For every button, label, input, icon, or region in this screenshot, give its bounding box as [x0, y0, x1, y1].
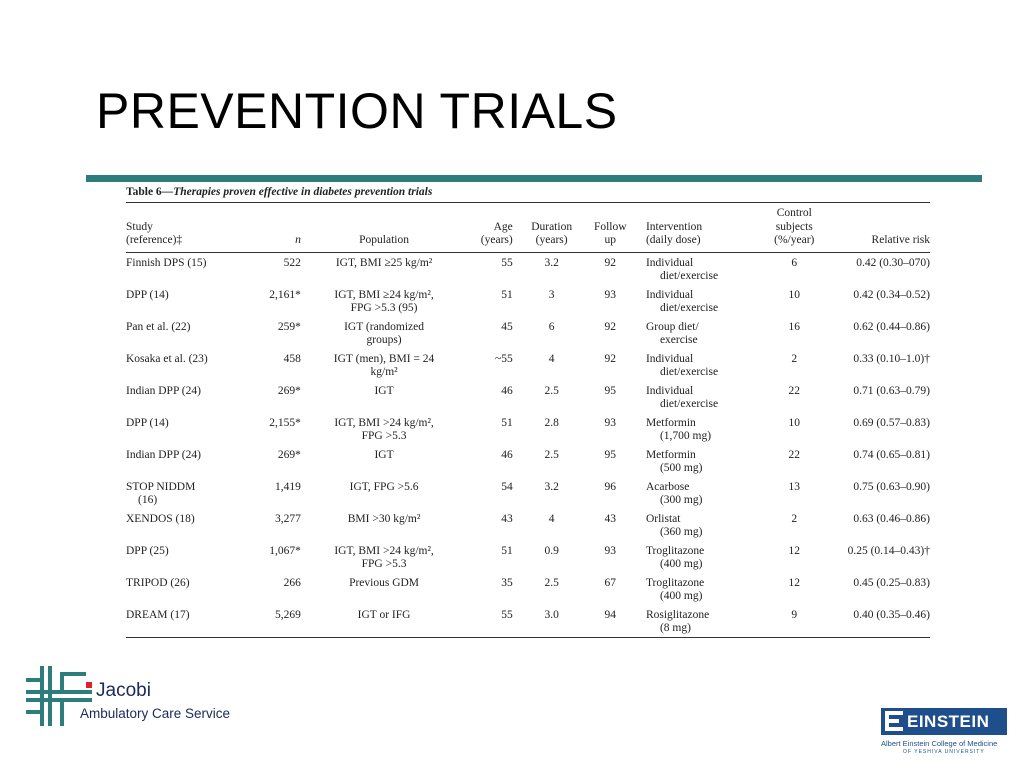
cell-relative-risk: 0.74 (0.65–0.81)	[853, 448, 930, 461]
cell-intervention-line: Troglitazone	[645, 544, 705, 557]
cell-control: 22	[788, 384, 800, 397]
header-duration-line: Duration	[531, 220, 573, 233]
cell-age: 51	[501, 288, 513, 301]
cell-n: 3,277	[275, 512, 301, 525]
cell-follow-up: 92	[604, 352, 616, 365]
cell-intervention-line: Individual	[645, 288, 694, 301]
table-caption-text: Therapies proven effective in diabetes prevention trials	[173, 186, 433, 198]
cell-n: 266	[283, 576, 301, 589]
cell-intervention-line: Troglitazone	[645, 576, 705, 589]
cell-study-line: (16)	[138, 494, 158, 506]
cell-follow-up: 93	[604, 544, 616, 557]
cell-population-line: IGT	[374, 384, 394, 397]
cell-intervention	[636, 573, 761, 605]
cell-study	[126, 413, 249, 445]
cell-population	[305, 285, 463, 317]
cell-n: 5,269	[249, 605, 305, 638]
cell-intervention-line: Individual	[645, 384, 694, 397]
cell-population-line: FPG >5.3	[361, 430, 407, 442]
table-row	[126, 317, 930, 349]
header-intervention-line: (daily dose)	[645, 234, 701, 246]
cell-study-line: XENDOS (18)	[126, 512, 195, 525]
cell-study	[126, 477, 249, 509]
cell-n: 1,419	[275, 480, 301, 493]
cell-intervention	[636, 605, 761, 638]
cell-study-line: DREAM (17)	[126, 608, 190, 621]
cell-intervention-line: (500 mg)	[659, 462, 703, 474]
cell-population	[305, 252, 463, 285]
header-follow-up-line: up	[604, 234, 616, 246]
einstein-college-name: Albert Einstein College of Medicine	[881, 739, 998, 748]
cell-population	[305, 477, 463, 509]
cell-study-line: Indian DPP (24)	[126, 448, 201, 461]
cell-follow-up: 43	[604, 512, 616, 525]
header-age-line: Age	[493, 220, 513, 233]
data-table	[126, 203, 930, 638]
table-row	[126, 445, 930, 477]
cell-intervention-line: (8 mg)	[659, 622, 691, 634]
cell-population-line: IGT, BMI >24 kg/m²,	[334, 544, 434, 557]
header-relative-risk-line: Relative risk	[871, 234, 930, 246]
cell-control: 22	[788, 448, 800, 461]
cell-study-line: Indian DPP (24)	[126, 384, 201, 397]
cell-study	[126, 381, 249, 413]
cell-control: 10	[788, 416, 800, 429]
einstein-banner	[881, 708, 1007, 735]
einstein-university-name: OF YESHIVA UNIVERSITY	[903, 749, 985, 755]
cell-age: 46	[501, 384, 513, 397]
cell-age: 45	[501, 320, 513, 333]
cell-population-line: IGT (men), BMI = 24	[333, 352, 435, 365]
cell-age: ~55	[495, 352, 513, 365]
cell-relative-risk: 0.42 (0.34–0.52)	[853, 288, 930, 301]
cell-study-line: Kosaka et al. (23)	[126, 352, 208, 365]
cell-control: 13	[788, 480, 800, 493]
table-caption-lead: Table 6—	[126, 186, 174, 198]
cell-duration: 3	[548, 288, 555, 301]
cell-duration: 2.8	[544, 416, 559, 429]
cell-population-line: FPG >5.3	[361, 558, 407, 570]
cell-intervention	[636, 413, 761, 445]
cell-control: 16	[788, 320, 800, 333]
header-control-line: (%/year)	[774, 234, 815, 246]
einstein-wordmark: EINSTEIN	[907, 712, 990, 731]
cell-population	[305, 445, 463, 477]
header-intervention-line: Intervention	[645, 220, 703, 233]
cell-control: 2	[791, 352, 798, 365]
cell-intervention-line: Orlistat	[645, 512, 681, 525]
cell-intervention-line: Individual	[645, 256, 694, 269]
cell-duration: 2.5	[544, 384, 559, 397]
cell-population-line: groups)	[366, 334, 402, 346]
header-n-line: n	[295, 234, 301, 246]
cell-n: 2,161*	[269, 288, 301, 301]
cell-population-line: Previous GDM	[349, 576, 420, 589]
cell-population	[305, 349, 463, 381]
prevention-trials-table	[126, 186, 930, 638]
cell-relative-risk: 0.75 (0.63–0.90)	[853, 480, 930, 493]
cell-relative-risk: 0.25 (0.14–0.43)†	[847, 544, 930, 557]
cell-age: 55	[501, 256, 513, 269]
cell-intervention-line: diet/exercise	[659, 270, 719, 282]
cell-relative-risk: 0.42 (0.30–070)	[856, 256, 930, 269]
einstein-e-icon	[885, 711, 903, 732]
cell-follow-up: 95	[604, 384, 616, 397]
header-relative-risk	[827, 203, 930, 252]
cell-study	[126, 605, 249, 638]
cell-intervention	[636, 381, 761, 413]
cell-duration: 3.2	[544, 256, 559, 269]
cell-population	[305, 509, 463, 541]
cell-population	[305, 573, 463, 605]
cell-intervention-line: Acarbose	[645, 480, 690, 493]
header-study-line: (reference)‡	[126, 234, 183, 246]
header-control	[761, 203, 827, 252]
table-header	[126, 203, 930, 252]
cell-follow-up: 67	[604, 576, 616, 589]
cell-intervention-line: Rosiglitazone	[645, 608, 710, 621]
cell-population	[305, 605, 463, 638]
cell-population	[305, 541, 463, 573]
jacobi-subtitle: Ambulatory Care Service	[80, 706, 231, 721]
cell-intervention-line: diet/exercise	[659, 366, 719, 378]
cell-study	[126, 509, 249, 541]
cell-intervention	[636, 477, 761, 509]
einstein-logo	[881, 708, 1011, 758]
cell-intervention-line: Individual	[645, 352, 694, 365]
cell-intervention-line: (300 mg)	[659, 494, 703, 506]
cell-intervention	[636, 317, 761, 349]
cell-control: 6	[791, 256, 798, 269]
header-follow-up-line: Follow	[593, 220, 627, 233]
cell-control: 9	[761, 605, 827, 638]
cell-intervention-line: Metformin	[645, 448, 696, 461]
table-row	[126, 605, 930, 638]
cell-intervention-line: diet/exercise	[659, 398, 719, 410]
table-row	[126, 541, 930, 573]
cell-population-line: IGT (randomized	[344, 320, 425, 333]
cell-study-line: Pan et al. (22)	[126, 320, 191, 333]
slide-title: PREVENTION TRIALS	[96, 83, 618, 139]
cell-follow-up: 93	[604, 288, 616, 301]
cell-intervention	[636, 349, 761, 381]
cell-follow-up: 95	[604, 448, 616, 461]
cell-duration: 6	[548, 320, 555, 333]
cell-duration: 2.5	[544, 448, 559, 461]
cell-population	[305, 317, 463, 349]
cell-age: 54	[501, 480, 513, 493]
cell-n: 522	[283, 256, 301, 269]
cell-n: 269*	[277, 384, 301, 397]
cell-study-line: Finnish DPS (15)	[126, 256, 207, 269]
cell-population-line: BMI >30 kg/m²	[347, 512, 421, 525]
table-row	[126, 349, 930, 381]
cell-follow-up: 94	[585, 605, 636, 638]
cell-relative-risk: 0.69 (0.57–0.83)	[853, 416, 930, 429]
cell-control: 10	[788, 288, 800, 301]
cell-duration: 4	[548, 352, 555, 365]
cell-n: 2,155*	[269, 416, 301, 429]
cell-follow-up: 92	[604, 320, 616, 333]
cell-population	[305, 381, 463, 413]
cell-study	[126, 573, 249, 605]
cell-study-line: DPP (14)	[126, 416, 169, 429]
cell-study	[126, 349, 249, 381]
header-age-line: (years)	[480, 234, 513, 246]
cell-intervention-line: diet/exercise	[659, 302, 719, 314]
cell-intervention	[636, 445, 761, 477]
cell-intervention-line: Group diet/	[645, 320, 699, 333]
cell-intervention-line: Metformin	[645, 416, 696, 429]
cell-n: 1,067*	[269, 544, 301, 557]
cell-study-line: TRIPOD (26)	[126, 576, 190, 589]
cell-population-line: IGT, FPG >5.6	[349, 480, 419, 493]
cell-intervention-line: (400 mg)	[659, 558, 703, 570]
cell-control: 12	[788, 544, 800, 557]
header-age	[463, 203, 519, 252]
title-divider	[86, 175, 982, 182]
cell-duration: 0.9	[544, 544, 559, 557]
cell-intervention	[636, 252, 761, 285]
cell-relative-risk: 0.40 (0.35–0.46)	[827, 605, 930, 638]
cell-duration: 4	[548, 512, 555, 525]
cell-n: 259*	[277, 320, 301, 333]
cell-follow-up: 96	[604, 480, 616, 493]
cell-population	[305, 413, 463, 445]
table-row	[126, 252, 930, 285]
cell-population-line: IGT, BMI ≥25 kg/m²	[335, 256, 433, 269]
header-study	[126, 203, 249, 252]
cell-control: 2	[791, 512, 798, 525]
table-caption	[126, 186, 930, 203]
table-row	[126, 509, 930, 541]
cell-intervention-line: (1,700 mg)	[659, 430, 712, 442]
cell-intervention	[636, 285, 761, 317]
cell-population-line: IGT or IFG	[357, 608, 411, 621]
cell-duration: 3.0	[519, 605, 585, 638]
cell-n: 458	[283, 352, 301, 365]
cell-intervention-line: (360 mg)	[659, 526, 703, 538]
table-row	[126, 477, 930, 509]
cell-age: 46	[501, 448, 513, 461]
cell-age: 43	[501, 512, 513, 525]
cell-population-line: IGT	[374, 448, 394, 461]
cell-age: 51	[501, 544, 513, 557]
cell-population-line: IGT, BMI >24 kg/m²,	[334, 416, 434, 429]
cell-study	[126, 285, 249, 317]
header-duration-line: (years)	[535, 234, 568, 246]
header-n	[249, 203, 305, 252]
cell-control: 12	[788, 576, 800, 589]
header-row	[126, 203, 930, 252]
header-control-line: subjects	[775, 220, 813, 233]
cell-intervention	[636, 509, 761, 541]
header-duration	[519, 203, 585, 252]
header-population	[305, 203, 463, 252]
cell-intervention	[636, 541, 761, 573]
cell-study-line: DPP (14)	[126, 288, 169, 301]
cell-relative-risk: 0.62 (0.44–0.86)	[853, 320, 930, 333]
cell-follow-up: 92	[604, 256, 616, 269]
cell-study	[126, 252, 249, 285]
cell-duration: 2.5	[544, 576, 559, 589]
cell-relative-risk: 0.45 (0.25–0.83)	[853, 576, 930, 589]
cell-population-line: IGT, BMI ≥24 kg/m²,	[334, 288, 434, 301]
cell-intervention-line: (400 mg)	[659, 590, 703, 602]
cell-population-line: kg/m²	[370, 366, 398, 378]
table-row	[126, 285, 930, 317]
cell-intervention-line: exercise	[659, 334, 698, 346]
header-control-line: Control	[776, 207, 812, 219]
cell-n: 269*	[277, 448, 301, 461]
header-study-line: Study	[126, 220, 153, 233]
cell-duration: 3.2	[544, 480, 559, 493]
cell-study	[126, 317, 249, 349]
cell-study	[126, 445, 249, 477]
header-follow-up	[585, 203, 636, 252]
cell-age: 35	[501, 576, 513, 589]
header-intervention	[636, 203, 761, 252]
cell-study-line: STOP NIDDM	[126, 480, 196, 493]
table-row	[126, 413, 930, 445]
table-body	[126, 252, 930, 637]
cell-relative-risk: 0.33 (0.10–1.0)†	[853, 352, 930, 365]
header-population-line: Population	[359, 234, 409, 246]
table-row	[126, 381, 930, 413]
jacobi-name: Jacobi	[96, 680, 151, 701]
cell-population-line: FPG >5.3 (95)	[350, 302, 418, 314]
cell-study-line: DPP (25)	[126, 544, 169, 557]
cell-age: 55	[463, 605, 519, 638]
cell-follow-up: 93	[604, 416, 616, 429]
cell-relative-risk: 0.63 (0.46–0.86)	[853, 512, 930, 525]
cell-relative-risk: 0.71 (0.63–0.79)	[853, 384, 930, 397]
cell-age: 51	[501, 416, 513, 429]
cell-study	[126, 541, 249, 573]
table-row	[126, 573, 930, 605]
